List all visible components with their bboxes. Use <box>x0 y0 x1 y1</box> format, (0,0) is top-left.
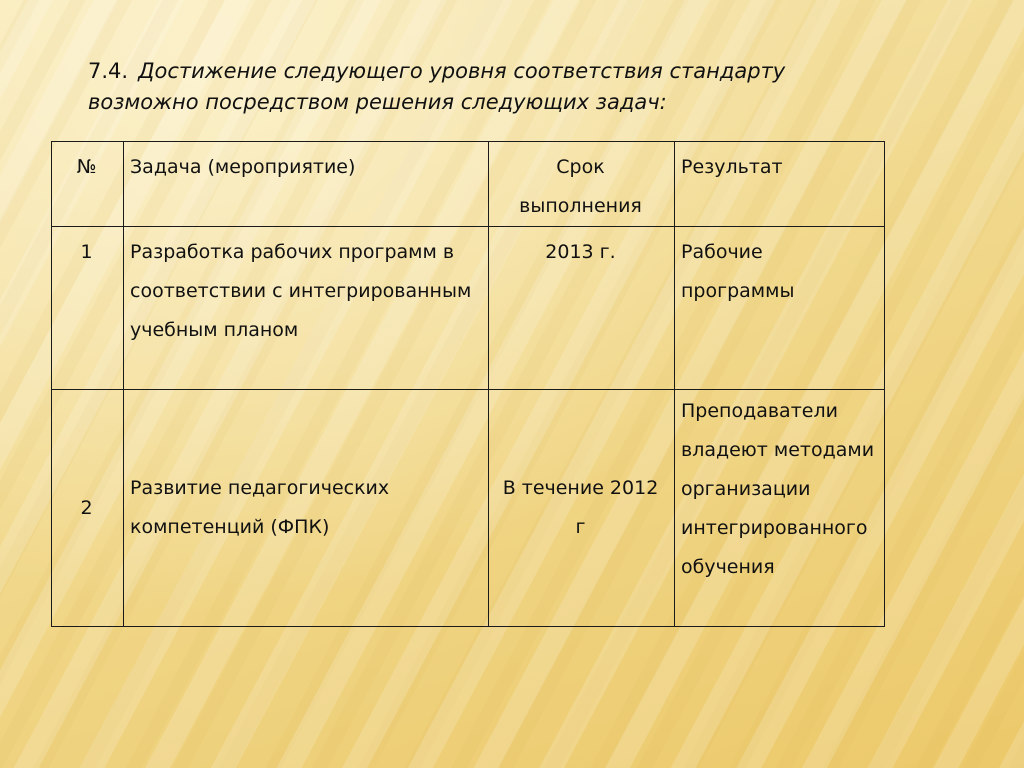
cell-number: 2 <box>52 390 124 627</box>
header-result: Результат <box>675 142 885 227</box>
slide-title-text: Достижение следующего уровня соответствия стандарту возможно посредством решения следующих задач: <box>88 59 786 114</box>
table-header-row <box>52 142 885 227</box>
slide-title-number: 7.4. <box>88 59 129 83</box>
table-body <box>52 227 885 627</box>
cell-due: В течение 2012 г <box>489 390 675 627</box>
cell-due: 2013 г. <box>489 227 675 390</box>
header-number: № <box>52 142 124 227</box>
table-row <box>52 390 885 627</box>
header-task: Задача (мероприятие) <box>124 142 489 227</box>
cell-task: Развитие педагогических компетенций (ФПК) <box>124 390 489 627</box>
table-row <box>52 227 885 390</box>
header-due: Срок выполнения <box>489 142 675 227</box>
slide-title <box>88 56 888 118</box>
cell-task: Разработка рабочих программ в соответствии с интегрированным учебным планом <box>124 227 489 390</box>
cell-result: Рабочие программы <box>675 227 885 390</box>
cell-number: 1 <box>52 227 124 390</box>
table-header <box>52 142 885 227</box>
cell-result: Преподаватели владеют методами организации интегрированного обучения <box>675 390 885 627</box>
tasks-table <box>51 141 885 627</box>
